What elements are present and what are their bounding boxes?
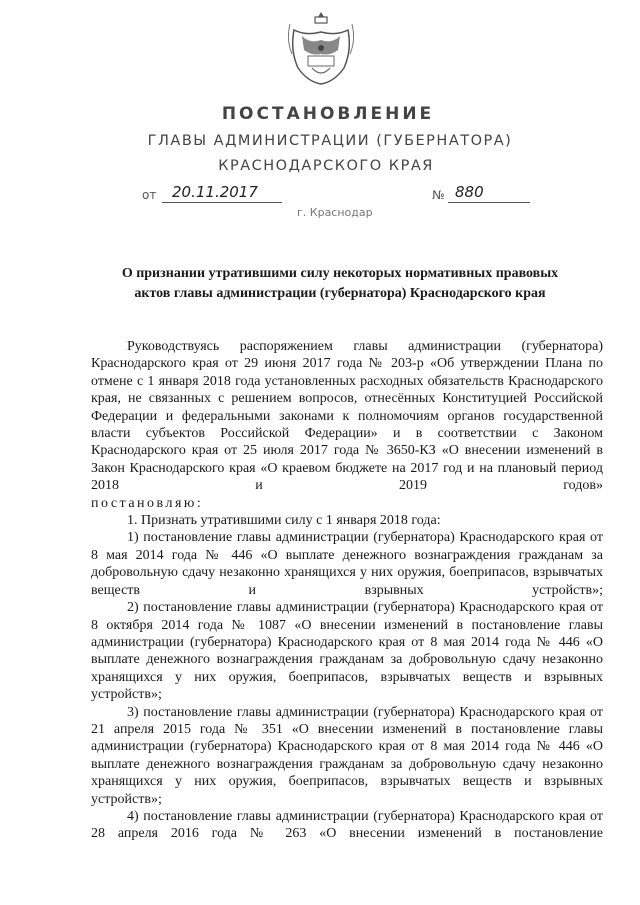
date-underline — [162, 202, 282, 203]
document-body — [91, 338, 603, 843]
document-title — [100, 264, 580, 304]
authority-heading: ГЛАВЫ АДМИНИСТРАЦИИ (ГУБЕРНАТОРА) — [147, 133, 513, 149]
city-label: г. Краснодар — [297, 206, 373, 219]
item-1: 1. Признать утратившими силу с 1 января 2018 года: — [127, 513, 441, 529]
document-type-heading: ПОСТАНОВЛЕНИЕ — [221, 104, 435, 124]
document-title-line2: актов главы администрации (губернатора) Краснодарского края — [134, 286, 546, 301]
number-label: № — [432, 188, 445, 202]
item-1-3: 3) постановление главы администрации (губернатора) Краснодарского края от 21 апреля 2015 года № 351 «О внесении изменений в постановление главы администрации (губернатора) Краснодарского края от 8 мая 2014 года № 446 «О выплате денежного вознаграждения гражданам за добровольную сдачу незаконно хранящихся у них оружия, боеприпасов, взрывчатых веществ и взрывных устройств»; — [91, 704, 603, 807]
number-value: 880 — [455, 183, 484, 201]
decree-word: постановляю: — [91, 495, 204, 511]
item-1-4: 4) постановление главы администрации (губернатора) Краснодарского края от 28 апреля 2016 года № 263 «О внесении изменений в постановление — [91, 808, 603, 842]
preamble-paragraph: Руководствуясь распоряжением главы администрации (губернатора) Краснодарского края от 29 июня 2017 года № 203-р «Об утверждении Плана по отмене с 1 января 2018 года установленных расходных обязательств Краснодарского края, не связанных с решением вопросов, отнесённых Конституцией Российской Федерации и федеральными законами к полномочиям органов государственной власти субъектов Российской Федерации» и в соответствии с Законом Краснодарского края от 25 июля 2017 года № 3650-КЗ «О внесении изменений в Закон Краснодарского края «О краевом бюджете на 2017 год и на плановый период 2018 и 2019 годов» — [91, 339, 603, 494]
item-1-2: 2) постановление главы администрации (губернатора) Краснодарского края от 8 октября 2014 года № 1087 «О внесении изменений в постановление главы администрации (губернатора) Краснодарского края от 8 мая 2014 года № 446 «О выплате денежного вознаграждения гражданам за добровольную сдачу незаконно хранящихся у них оружия, боеприпасов, взрывчатых веществ и взрывных устройств»; — [91, 600, 603, 703]
document-title-line1: О признании утратившими силу некоторых нормативных правовых — [121, 266, 559, 281]
date-label: от — [142, 188, 157, 202]
coat-of-arms-emblem — [288, 10, 354, 86]
number-underline — [448, 202, 530, 203]
date-value: 20.11.2017 — [172, 183, 258, 201]
item-1-1: 1) постановление главы администрации (губернатора) Краснодарского края от 8 мая 2014 года № 446 «О выплате денежного вознаграждения гражданам за добровольную сдачу незаконно хранящихся у них оружия, боеприпасов, взрывчатых веществ и взрывных устройств»; — [91, 530, 603, 598]
region-heading: КРАСНОДАРСКОГО КРАЯ — [218, 158, 434, 174]
